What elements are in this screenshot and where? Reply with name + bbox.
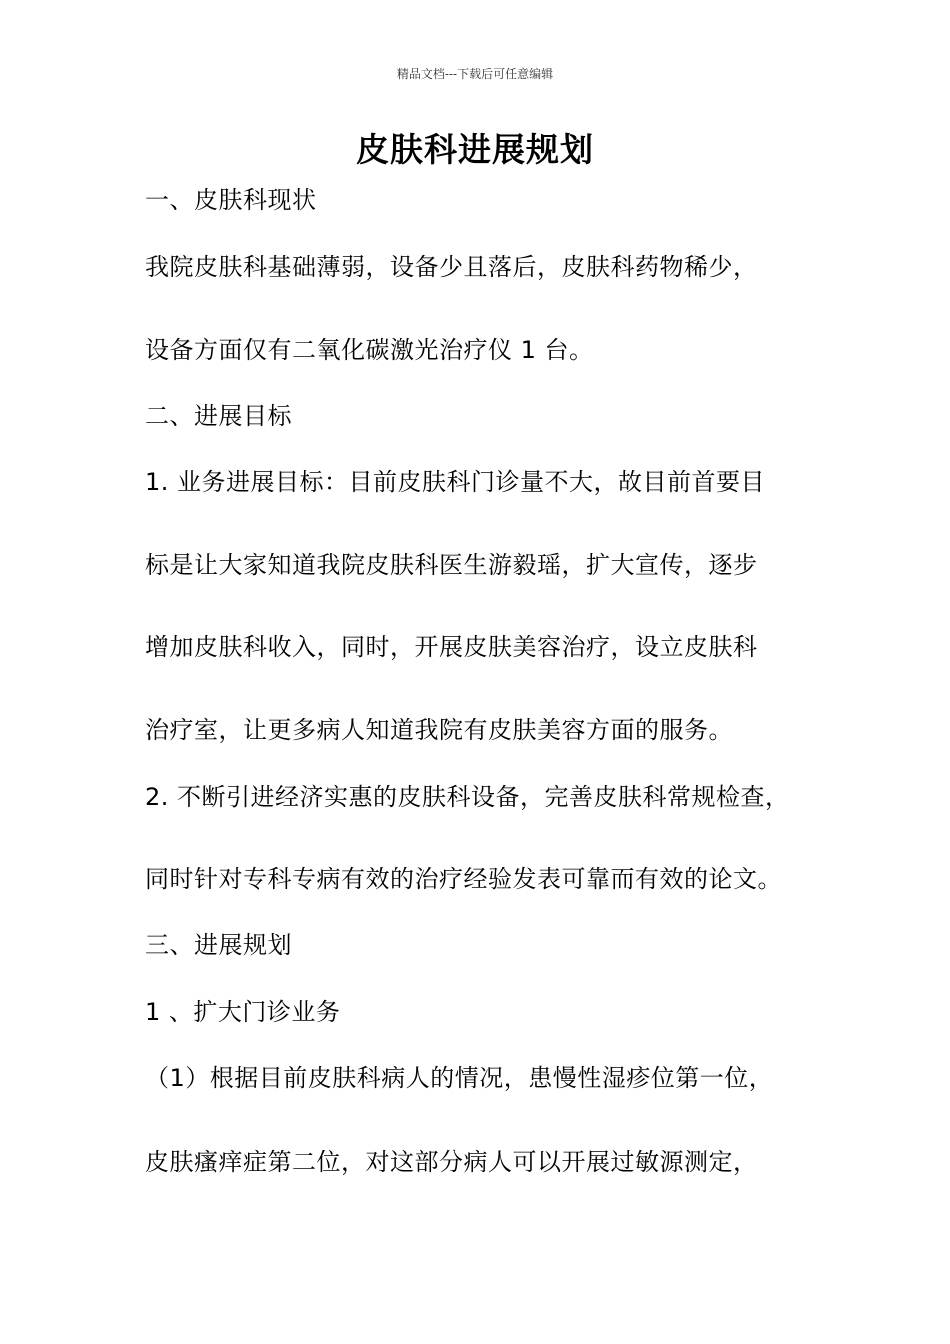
section-heading-plan: 三、进展规划 — [145, 931, 292, 959]
paragraph-line: 我院皮肤科基础薄弱，设备少且落后，皮肤科药物稀少， — [145, 253, 758, 281]
subheading-expand-outpatient: 1 、扩大门诊业务 — [145, 998, 341, 1026]
paragraph-line: 1. 业务进展目标：目前皮肤科门诊量不大，故目前首要目 — [145, 468, 766, 496]
document-title: 皮肤科进展规划 — [356, 130, 594, 169]
paragraph-line: 标是让大家知道我院皮肤科医生游毅瑶，扩大宣传，逐步 — [145, 551, 758, 579]
section-heading-goals: 二、进展目标 — [145, 402, 292, 430]
paragraph-line: （1）根据目前皮肤科病人的情况，患慢性湿疹位第一位， — [145, 1064, 774, 1092]
paragraph-line: 同时针对专科专病有效的治疗经验发表可靠而有效的论文。 — [145, 865, 782, 893]
paragraph-line: 2. 不断引进经济实惠的皮肤科设备，完善皮肤科常规检查， — [145, 783, 790, 811]
paragraph-line: 皮肤瘙痒症第二位，对这部分病人可以开展过敏源测定， — [145, 1148, 758, 1176]
paragraph-line: 治疗室，让更多病人知道我院有皮肤美容方面的服务。 — [145, 716, 733, 744]
section-heading-current-status: 一、皮肤科现状 — [145, 186, 317, 214]
paragraph-line: 设备方面仅有二氧化碳激光治疗仪 1 台。 — [145, 336, 594, 364]
paragraph-line: 增加皮肤科收入，同时，开展皮肤美容治疗，设立皮肤科 — [145, 633, 758, 661]
download-note: 精品文档---下载后可任意编辑 — [396, 67, 554, 81]
